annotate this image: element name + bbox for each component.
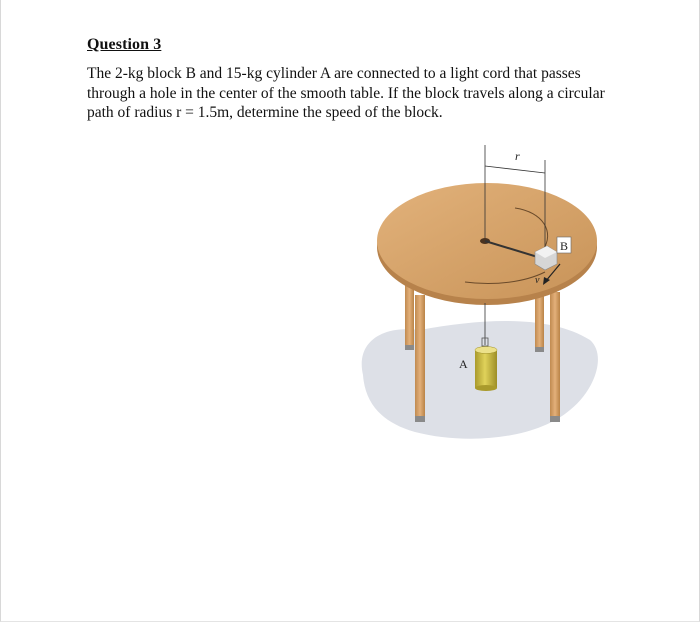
table-figure	[345, 140, 615, 440]
question-line-1: The 2-kg block B and 15-kg cylinder A are connected to a light cord that passes	[87, 65, 581, 82]
radius-label: r	[515, 149, 520, 163]
question-text	[87, 64, 627, 123]
table-leg-back-right	[535, 290, 544, 352]
table-leg-back-left	[405, 285, 414, 350]
table-leg-front-right	[550, 292, 560, 420]
block-b-label: B	[560, 239, 569, 253]
cylinder-a-label: A	[459, 357, 468, 371]
velocity-label: v	[535, 275, 540, 286]
question-title: Question 3	[87, 36, 162, 53]
cylinder-a	[475, 350, 497, 388]
question-line-2: through a hole in the center of the smooth table. If the block travels along a circular	[87, 84, 605, 102]
radius-dimension	[485, 166, 545, 173]
question-line-3: path of radius r = 1.5m, determine the speed of the block.	[87, 104, 443, 121]
table-leg-front-left	[415, 295, 425, 420]
table-illustration	[345, 140, 615, 440]
